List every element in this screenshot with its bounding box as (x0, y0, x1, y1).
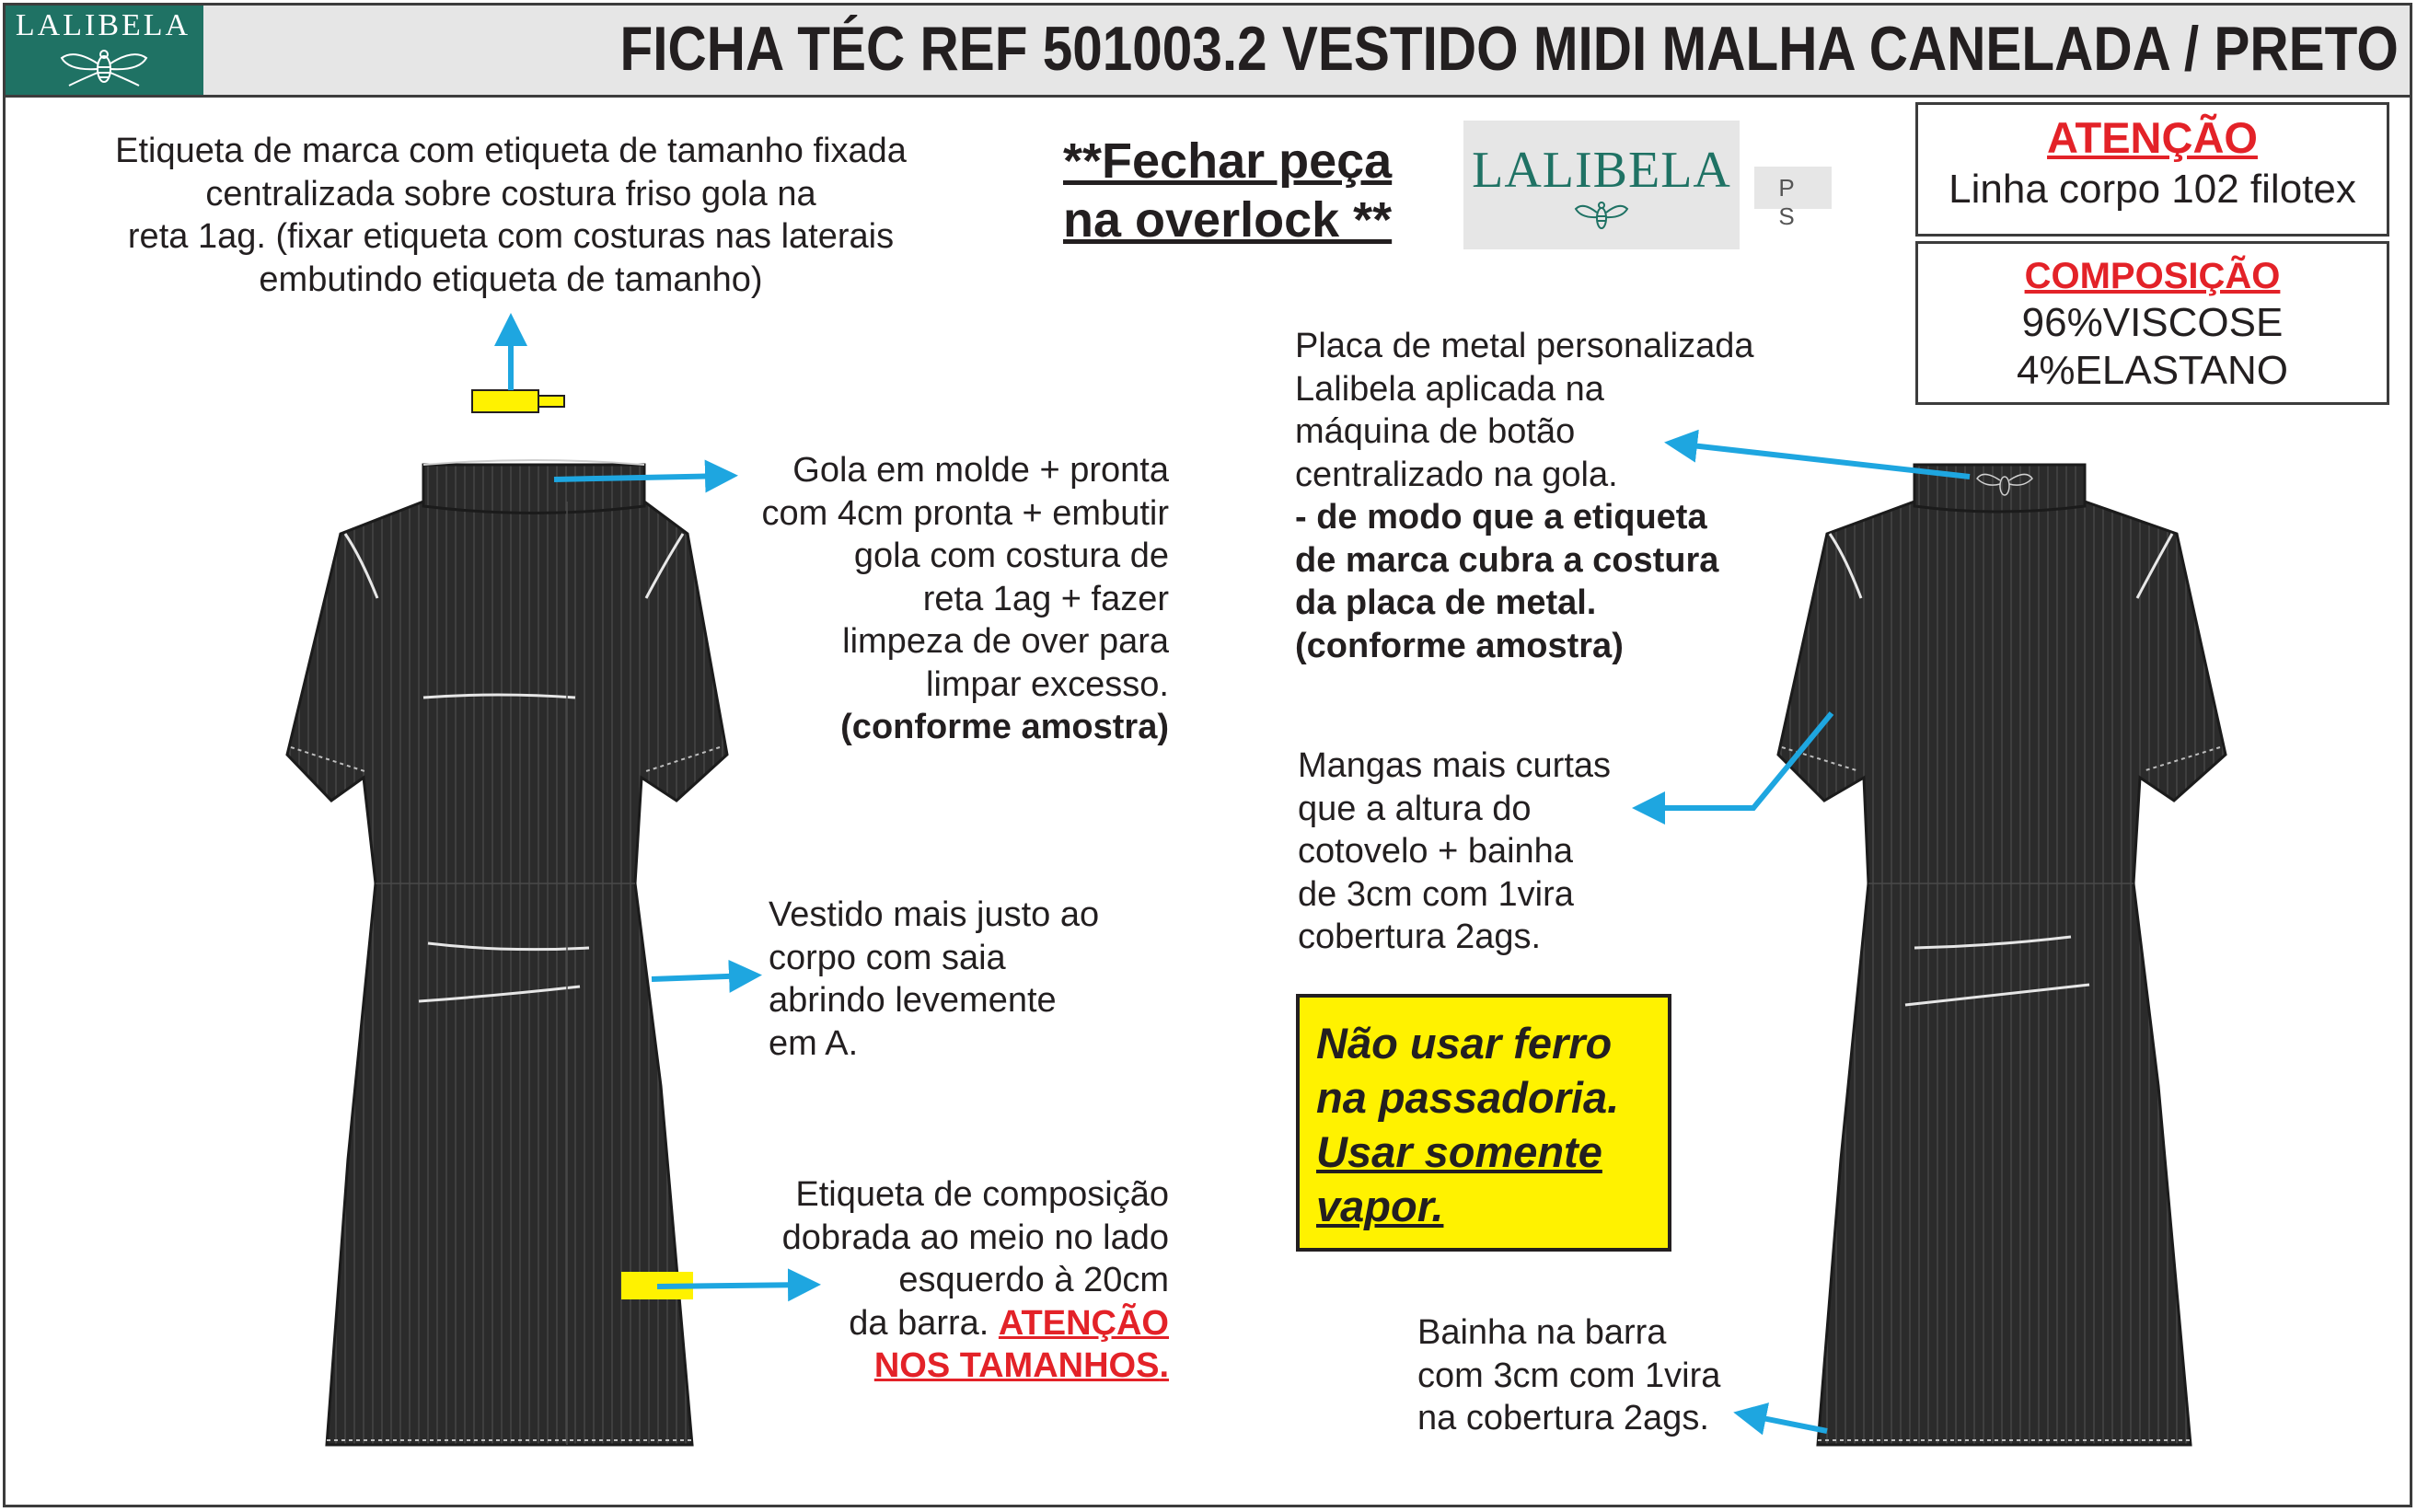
note-line: com 4cm pronta + embutir (761, 493, 1169, 533)
brand-logo-secondary (1463, 121, 1740, 249)
sleeves-note (1298, 744, 1740, 959)
attention-title: ATENÇÃO (2047, 113, 2258, 162)
size-warning: NOS TAMANHOS (873, 1346, 1160, 1385)
warning-line: Usar somente (1316, 1127, 1602, 1176)
body-fit-note (769, 894, 1174, 1065)
note-line: limpar excesso. (926, 664, 1169, 704)
note-line: que a altura do (1298, 789, 1532, 828)
metal-plate-note (1295, 325, 1810, 667)
note-line: de marca cubra a costura (1295, 540, 1719, 580)
warning-line: Não usar ferro (1316, 1019, 1613, 1068)
note-line: da placa de metal. (1295, 583, 1597, 622)
note-line: (conforme amostra) (1295, 626, 1624, 665)
attention-box (1915, 102, 2389, 237)
note-line: cotovelo + bainha (1298, 832, 1573, 871)
bee-icon (1572, 192, 1631, 237)
note-line: Vestido mais justo ao (769, 895, 1100, 934)
note-line: (conforme amostra) (840, 708, 1169, 746)
brand-logo-text: LALIBELA (15, 8, 191, 42)
note-line: cobertura 2ags. (1298, 918, 1542, 956)
note-line: Placa de metal personalizada (1295, 327, 1754, 365)
note-line: na cobertura 2ags. (1417, 1399, 1709, 1437)
note-line: centralizada sobre costura friso gola na (205, 174, 816, 214)
brand-label-note (74, 130, 948, 301)
note-line: abrindo levemente (769, 981, 1057, 1020)
composition-line: 4%ELASTANO (2016, 348, 2289, 393)
note-line: corpo com saia (769, 938, 1006, 977)
warning-line: na passadoria. (1316, 1073, 1620, 1122)
note-line: Mangas mais curtas (1298, 746, 1612, 785)
size-tag-drawing (472, 390, 564, 412)
composition-label-note: Etiqueta de composição dobrada ao meio no lado esquerdo à 20cm da barra. ATENÇÃO NOS TAMANHOS. (700, 1173, 1169, 1388)
size-tag-logo (1754, 167, 1832, 230)
note-line: embutindo etiqueta de tamanho) (259, 260, 763, 299)
note-line: gola com costura de (853, 537, 1169, 575)
note-line: reta 1ag. (fixar etiqueta com costuras nas laterais (127, 217, 895, 256)
page-title: FICHA TÉC REF 501003.2 VESTIDO MIDI MALHA CANELADA / PRETO (619, 14, 2399, 84)
warning-line: vapor. (1316, 1182, 1444, 1230)
collar-note (700, 449, 1169, 749)
note-line: centralizado na gola. (1295, 455, 1618, 494)
brand-logo-secondary-text: LALIBELA (1472, 142, 1731, 199)
composition-box (1915, 241, 2389, 405)
note-line: esquerdo à 20cm (898, 1261, 1169, 1299)
note-line: Gola em molde + pronta (792, 451, 1169, 490)
note-line: Etiqueta de marca com etiqueta de tamanho fixada (115, 132, 907, 170)
note-line: na overlock ** (1063, 192, 1393, 248)
note-line: máquina de botão (1295, 412, 1576, 451)
note-line: **Fechar peça (1063, 133, 1393, 189)
attention-text: Linha corpo 102 filotex (1949, 167, 2356, 212)
note-line: Etiqueta de composição (795, 1175, 1169, 1214)
overlock-note (1063, 132, 1392, 249)
note-line: reta 1ag + fazer (922, 579, 1169, 618)
dress-back (1778, 465, 2226, 1445)
composition-title: COMPOSIÇÃO (2024, 256, 2281, 296)
note-line: dobrada ao meio no lado (781, 1218, 1169, 1257)
note-line: com 3cm com 1vira (1417, 1356, 1721, 1395)
iron-warning-box (1296, 994, 1671, 1252)
note-line: limpeza de over para (842, 622, 1169, 661)
note-line: - de modo que a etiqueta (1295, 498, 1707, 537)
note-line: de 3cm com 1vira (1298, 874, 1574, 914)
composition-line: 96%VISCOSE (2021, 300, 2284, 345)
note-line: em A. (769, 1023, 859, 1063)
note-line: Bainha na barra (1417, 1313, 1667, 1352)
note-line: da barra. (849, 1303, 989, 1343)
size-warning: ATENÇÃO (998, 1303, 1169, 1343)
hem-note (1417, 1311, 1804, 1440)
note-line: Lalibela aplicada na (1295, 369, 1604, 409)
size-tag-text: P S (1778, 174, 1808, 230)
